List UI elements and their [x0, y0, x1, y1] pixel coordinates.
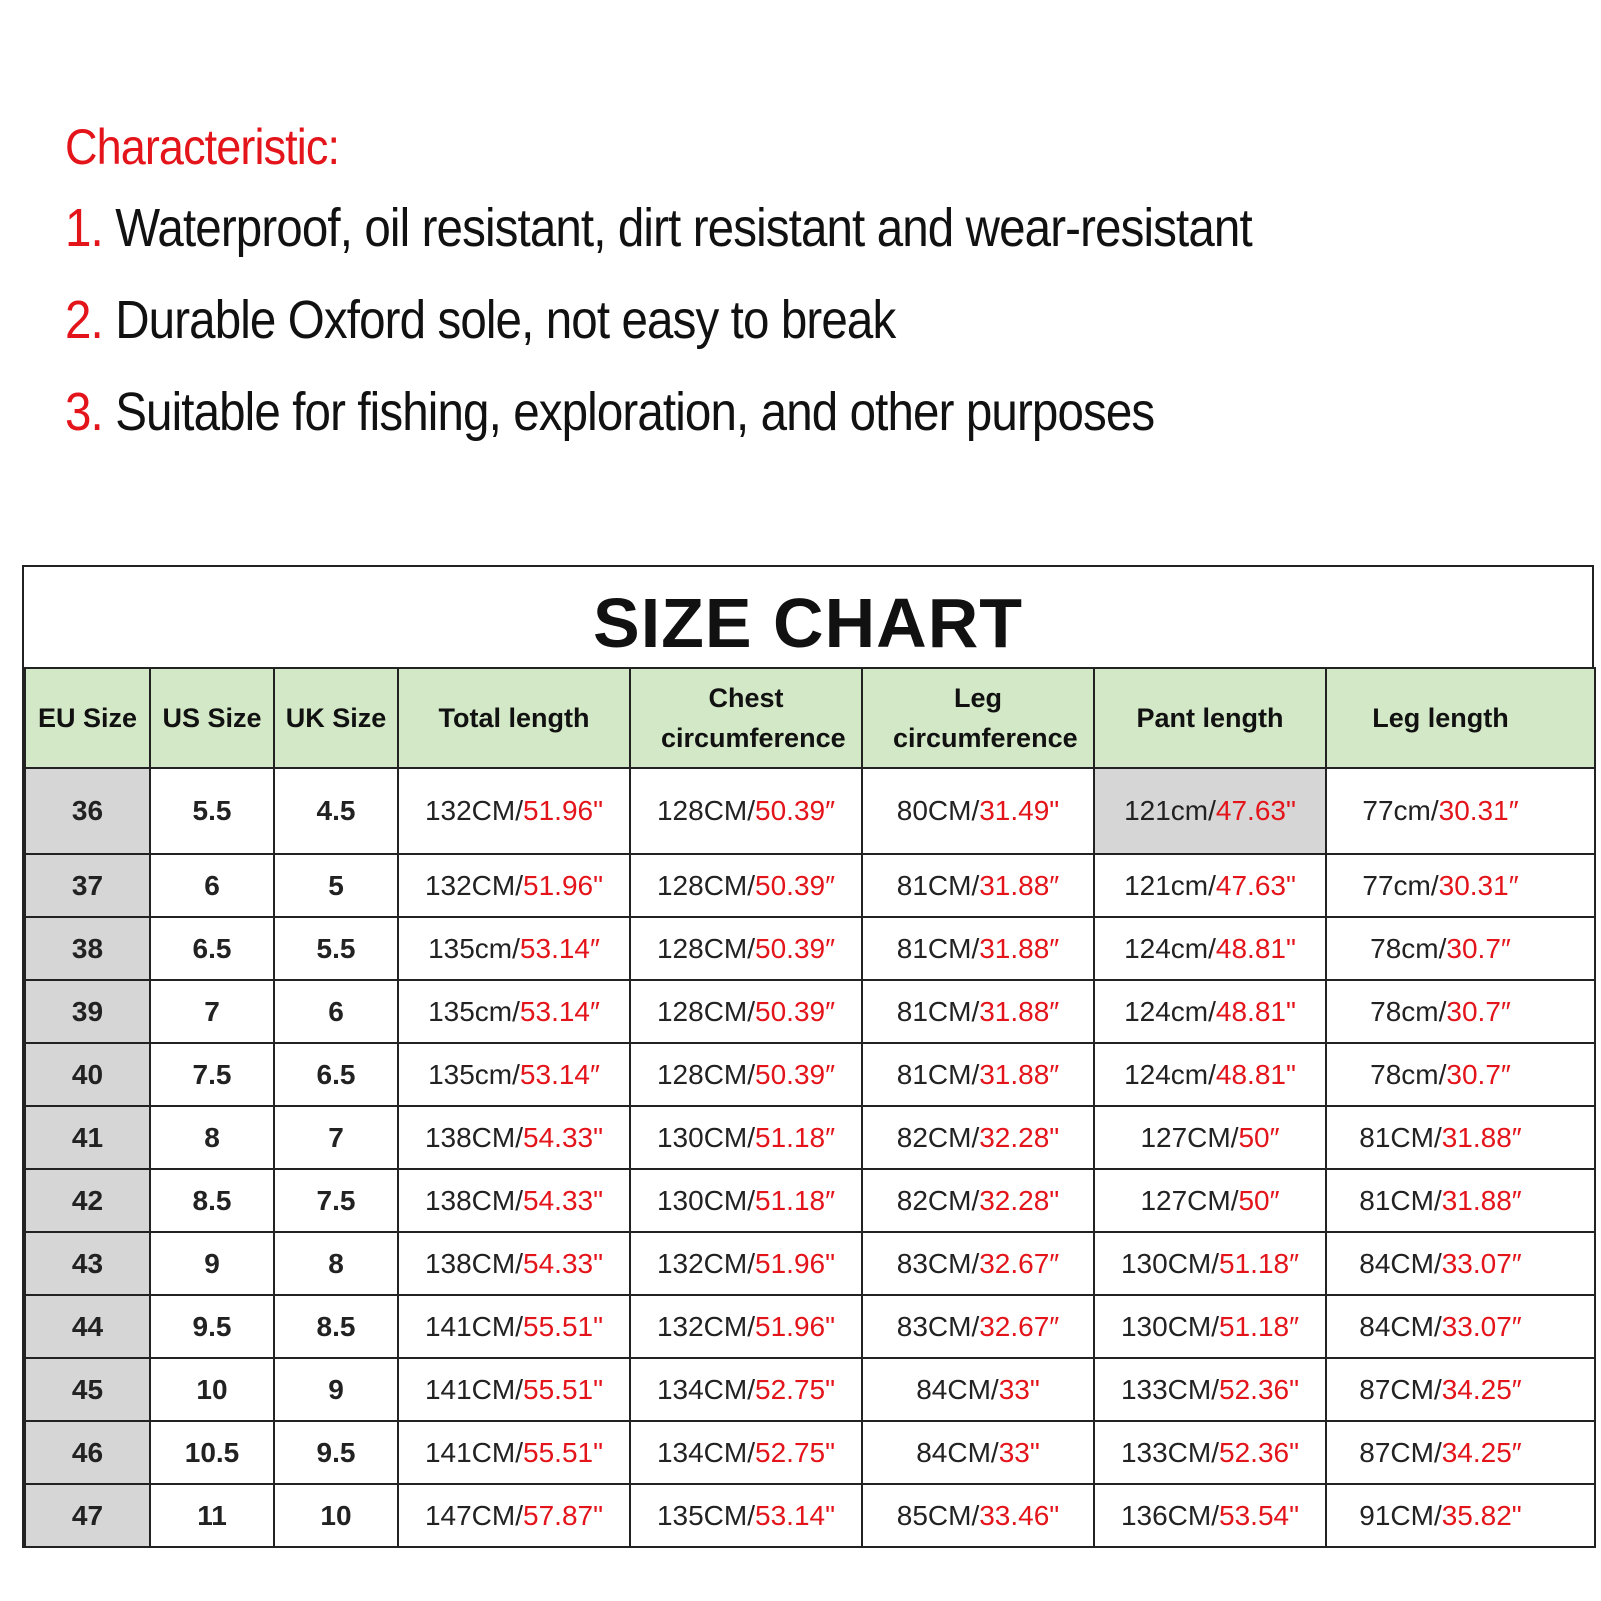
table-row — [25, 1106, 1595, 1169]
cm-value: 87CM/ — [1359, 1436, 1442, 1468]
inch-value: 31.88″ — [1441, 1121, 1522, 1153]
leg-length-cell — [1326, 1421, 1595, 1484]
leg-circumference-cell — [862, 1484, 1094, 1547]
cm-value: 127CM/ — [1140, 1121, 1239, 1153]
cm-value: 135cm/ — [428, 995, 520, 1027]
table-row — [25, 1232, 1595, 1295]
eu-size-cell: 37 — [25, 854, 150, 917]
leg-circumference-cell — [862, 1421, 1094, 1484]
us-size-cell: 9.5 — [150, 1295, 274, 1358]
cm-value: 128CM/ — [656, 1058, 756, 1090]
eu-size-cell: 46 — [25, 1421, 150, 1484]
inch-value: 51.96" — [755, 1247, 836, 1279]
table-row — [25, 1043, 1595, 1106]
chest-circumference-cell — [630, 1295, 862, 1358]
pant-length-cell — [1094, 768, 1326, 854]
table-row — [25, 1358, 1595, 1421]
leg-length-cell — [1326, 1169, 1595, 1232]
pant-length-cell — [1094, 1043, 1326, 1106]
total-length-cell — [398, 1169, 630, 1232]
header-chest-circumference: Chest circumference — [630, 668, 862, 768]
inch-value: 55.51" — [523, 1373, 604, 1405]
cm-value: 134CM/ — [656, 1373, 756, 1405]
cm-value: 81CM/ — [1359, 1121, 1442, 1153]
inch-value: 55.51" — [523, 1310, 604, 1342]
inch-value: 33" — [998, 1436, 1040, 1468]
inch-value: 34.25″ — [1441, 1373, 1522, 1405]
cm-value: 128CM/ — [656, 932, 756, 964]
cm-value: 77cm/ — [1362, 795, 1439, 826]
inch-value: 31.88″ — [979, 869, 1060, 901]
cm-value: 124cm/ — [1124, 995, 1216, 1027]
chest-circumference-cell — [630, 1232, 862, 1295]
cm-value: 135CM/ — [656, 1499, 756, 1531]
inch-value: 47.63" — [1215, 869, 1296, 901]
table-row — [25, 980, 1595, 1043]
pant-length-cell — [1094, 1169, 1326, 1232]
inch-value: 51.18″ — [755, 1121, 836, 1153]
characteristic-item-1 — [65, 182, 1367, 274]
leg-circumference-cell — [862, 917, 1094, 980]
cm-value: 121cm/ — [1124, 869, 1216, 901]
chest-circumference-cell — [630, 768, 862, 854]
us-size-cell: 10 — [150, 1358, 274, 1421]
inch-value: 33.07″ — [1441, 1310, 1522, 1342]
cm-value: 83CM/ — [896, 1247, 980, 1279]
cm-value: 81CM/ — [896, 995, 980, 1027]
item-text: Waterproof, oil resistant, dirt resistant and wear-resistant — [115, 198, 1252, 258]
total-length-cell — [398, 768, 630, 854]
inch-value: 31.49" — [979, 795, 1060, 826]
cm-value: 138CM/ — [424, 1247, 524, 1279]
item-number: 3. — [65, 382, 103, 442]
item-text: Suitable for fishing, exploration, and other purposes — [115, 382, 1155, 442]
cm-value: 135cm/ — [428, 1058, 520, 1090]
uk-size-cell: 9.5 — [274, 1421, 398, 1484]
inch-value: 30.7″ — [1446, 932, 1511, 964]
cm-value: 132CM/ — [424, 795, 524, 826]
inch-value: 30.7″ — [1446, 1058, 1511, 1090]
total-length-cell — [398, 1295, 630, 1358]
chest-circumference-cell — [630, 1421, 862, 1484]
inch-value: 53.14″ — [519, 995, 600, 1027]
header-row — [25, 668, 1595, 768]
pant-length-cell — [1094, 854, 1326, 917]
cm-value: 141CM/ — [424, 1310, 524, 1342]
pant-length-cell — [1094, 980, 1326, 1043]
inch-value: 50.39″ — [755, 795, 836, 826]
cm-value: 82CM/ — [896, 1184, 980, 1216]
cm-value: 124cm/ — [1124, 1058, 1216, 1090]
header-eu-size: EU Size — [25, 668, 150, 768]
eu-size-cell: 43 — [25, 1232, 150, 1295]
chest-circumference-cell — [630, 917, 862, 980]
characteristic-item-2 — [65, 274, 1367, 366]
cm-value: 128CM/ — [656, 995, 756, 1027]
cm-value: 82CM/ — [896, 1121, 980, 1153]
leg-circumference-cell — [862, 1232, 1094, 1295]
characteristic-item-3 — [65, 366, 1367, 458]
cm-value: 78cm/ — [1370, 932, 1447, 964]
header-uk-size: UK Size — [274, 668, 398, 768]
leg-length-cell — [1326, 980, 1595, 1043]
inch-value: 32.28" — [979, 1121, 1060, 1153]
table-row — [25, 1295, 1595, 1358]
inch-value: 54.33" — [523, 1247, 604, 1279]
cm-value: 130CM/ — [1120, 1310, 1220, 1342]
pant-length-cell — [1094, 1484, 1326, 1547]
inch-value: 51.18″ — [1219, 1247, 1300, 1279]
us-size-cell: 10.5 — [150, 1421, 274, 1484]
characteristics-title: Characteristic: — [65, 119, 340, 175]
inch-value: 32.67″ — [979, 1247, 1060, 1279]
total-length-cell — [398, 1106, 630, 1169]
inch-value: 55.51" — [523, 1436, 604, 1468]
cm-value: 130CM/ — [1120, 1247, 1220, 1279]
cm-value: 141CM/ — [424, 1373, 524, 1405]
cm-value: 124cm/ — [1124, 932, 1216, 964]
cm-value: 128CM/ — [656, 869, 756, 901]
header-pant-length: Pant length — [1094, 668, 1326, 768]
cm-value: 133CM/ — [1120, 1373, 1220, 1405]
cm-value: 133CM/ — [1120, 1436, 1220, 1468]
inch-value: 30.31″ — [1438, 795, 1519, 826]
inch-value: 51.96" — [755, 1310, 836, 1342]
inch-value: 51.18″ — [1219, 1310, 1300, 1342]
inch-value: 34.25″ — [1441, 1436, 1522, 1468]
cm-value: 78cm/ — [1370, 1058, 1447, 1090]
leg-length-cell — [1326, 1484, 1595, 1547]
us-size-cell: 7.5 — [150, 1043, 274, 1106]
cm-value: 138CM/ — [424, 1184, 524, 1216]
inch-value: 31.88″ — [979, 932, 1060, 964]
leg-circumference-cell — [862, 768, 1094, 854]
inch-value: 33.07″ — [1441, 1247, 1522, 1279]
size-table-body — [25, 768, 1595, 1547]
size-chart — [22, 565, 1594, 1548]
cm-value: 80CM/ — [896, 795, 980, 826]
us-size-cell: 7 — [150, 980, 274, 1043]
chest-circumference-cell — [630, 1169, 862, 1232]
eu-size-cell: 41 — [25, 1106, 150, 1169]
inch-value: 32.28" — [979, 1184, 1060, 1216]
table-row — [25, 1169, 1595, 1232]
total-length-cell — [398, 1043, 630, 1106]
chest-circumference-cell — [630, 1043, 862, 1106]
leg-length-cell — [1326, 1232, 1595, 1295]
cm-value: 132CM/ — [656, 1310, 756, 1342]
us-size-cell: 11 — [150, 1484, 274, 1547]
uk-size-cell: 6 — [274, 980, 398, 1043]
eu-size-cell: 47 — [25, 1484, 150, 1547]
cm-value: 78cm/ — [1370, 995, 1447, 1027]
table-row — [25, 768, 1595, 854]
leg-length-cell — [1326, 1358, 1595, 1421]
cm-value: 81CM/ — [896, 869, 980, 901]
table-row — [25, 917, 1595, 980]
total-length-cell — [398, 1232, 630, 1295]
cm-value: 84CM/ — [1359, 1247, 1442, 1279]
total-length-cell — [398, 980, 630, 1043]
header-total-length: Total length — [398, 668, 630, 768]
inch-value: 53.14" — [755, 1499, 836, 1531]
header-leg-length: Leg length — [1326, 668, 1595, 768]
eu-size-cell: 38 — [25, 917, 150, 980]
pant-length-cell — [1094, 1421, 1326, 1484]
cm-value: 77cm/ — [1362, 869, 1439, 901]
table-row — [25, 854, 1595, 917]
inch-value: 30.7″ — [1446, 995, 1511, 1027]
chest-circumference-cell — [630, 980, 862, 1043]
cm-value: 127CM/ — [1140, 1184, 1239, 1216]
leg-circumference-cell — [862, 980, 1094, 1043]
pant-length-cell — [1094, 1106, 1326, 1169]
uk-size-cell: 5 — [274, 854, 398, 917]
chest-circumference-cell — [630, 854, 862, 917]
inch-value: 51.18″ — [755, 1184, 836, 1216]
inch-value: 52.36" — [1219, 1373, 1300, 1405]
us-size-cell: 5.5 — [150, 768, 274, 854]
cm-value: 132CM/ — [424, 869, 524, 901]
uk-size-cell: 4.5 — [274, 768, 398, 854]
cm-value: 84CM/ — [1359, 1310, 1442, 1342]
us-size-cell: 6.5 — [150, 917, 274, 980]
inch-value: 54.33" — [523, 1184, 604, 1216]
us-size-cell: 6 — [150, 854, 274, 917]
leg-length-cell — [1326, 917, 1595, 980]
inch-value: 48.81" — [1215, 932, 1296, 964]
size-table — [24, 667, 1596, 1548]
uk-size-cell: 5.5 — [274, 917, 398, 980]
inch-value: 50″ — [1238, 1121, 1280, 1153]
eu-size-cell: 44 — [25, 1295, 150, 1358]
inch-value: 50.39″ — [755, 995, 836, 1027]
inch-value: 51.96" — [523, 795, 604, 826]
uk-size-cell: 10 — [274, 1484, 398, 1547]
leg-length-cell — [1326, 1295, 1595, 1358]
total-length-cell — [398, 917, 630, 980]
item-number: 1. — [65, 198, 103, 258]
total-length-cell — [398, 1484, 630, 1547]
cm-value: 121cm/ — [1124, 795, 1216, 826]
leg-length-cell — [1326, 768, 1595, 854]
cm-value: 138CM/ — [424, 1121, 524, 1153]
eu-size-cell: 42 — [25, 1169, 150, 1232]
cm-value: 81CM/ — [896, 1058, 980, 1090]
inch-value: 52.36" — [1219, 1436, 1300, 1468]
chest-circumference-cell — [630, 1106, 862, 1169]
leg-length-cell — [1326, 1106, 1595, 1169]
cm-value: 83CM/ — [896, 1310, 980, 1342]
inch-value: 48.81" — [1215, 1058, 1296, 1090]
eu-size-cell: 45 — [25, 1358, 150, 1421]
pant-length-cell — [1094, 1232, 1326, 1295]
cm-value: 85CM/ — [896, 1499, 980, 1531]
uk-size-cell: 6.5 — [274, 1043, 398, 1106]
inch-value: 48.81" — [1215, 995, 1296, 1027]
leg-circumference-cell — [862, 1295, 1094, 1358]
cm-value: 84CM/ — [916, 1373, 999, 1405]
leg-length-cell — [1326, 1043, 1595, 1106]
us-size-cell: 8 — [150, 1106, 274, 1169]
cm-value: 91CM/ — [1359, 1499, 1442, 1531]
inch-value: 33" — [998, 1373, 1040, 1405]
chest-circumference-cell — [630, 1358, 862, 1421]
leg-circumference-cell — [862, 1358, 1094, 1421]
pant-length-cell — [1094, 1295, 1326, 1358]
inch-value: 50.39″ — [755, 1058, 836, 1090]
inch-value: 31.88″ — [979, 995, 1060, 1027]
cm-value: 81CM/ — [1359, 1184, 1442, 1216]
uk-size-cell: 8 — [274, 1232, 398, 1295]
total-length-cell — [398, 854, 630, 917]
us-size-cell: 9 — [150, 1232, 274, 1295]
total-length-cell — [398, 1421, 630, 1484]
cm-value: 136CM/ — [1120, 1499, 1220, 1531]
table-row — [25, 1484, 1595, 1547]
uk-size-cell: 7 — [274, 1106, 398, 1169]
inch-value: 53.54" — [1219, 1499, 1300, 1531]
size-chart-title: SIZE CHART — [24, 567, 1594, 667]
total-length-cell — [398, 1358, 630, 1421]
cm-value: 81CM/ — [896, 932, 980, 964]
pant-length-cell — [1094, 1358, 1326, 1421]
cm-value: 132CM/ — [656, 1247, 756, 1279]
inch-value: 52.75" — [755, 1373, 836, 1405]
leg-circumference-cell — [862, 1106, 1094, 1169]
inch-value: 30.31″ — [1438, 869, 1519, 901]
inch-value: 50″ — [1238, 1184, 1280, 1216]
cm-value: 130CM/ — [656, 1184, 756, 1216]
cm-value: 141CM/ — [424, 1436, 524, 1468]
cm-value: 130CM/ — [656, 1121, 756, 1153]
header-us-size: US Size — [150, 668, 274, 768]
leg-length-cell — [1326, 854, 1595, 917]
cm-value: 134CM/ — [656, 1436, 756, 1468]
us-size-cell: 8.5 — [150, 1169, 274, 1232]
header-leg-circumference: Leg circumference — [862, 668, 1094, 768]
leg-circumference-cell — [862, 1043, 1094, 1106]
cm-value: 84CM/ — [916, 1436, 999, 1468]
inch-value: 50.39″ — [755, 869, 836, 901]
chest-circumference-cell — [630, 1484, 862, 1547]
inch-value: 57.87" — [523, 1499, 604, 1531]
cm-value: 128CM/ — [656, 795, 756, 826]
uk-size-cell: 9 — [274, 1358, 398, 1421]
item-text: Durable Oxford sole, not easy to break — [115, 290, 896, 350]
characteristics-section — [65, 112, 1545, 458]
inch-value: 47.63" — [1215, 795, 1296, 826]
inch-value: 35.82" — [1441, 1499, 1522, 1531]
cm-value: 147CM/ — [424, 1499, 524, 1531]
uk-size-cell: 7.5 — [274, 1169, 398, 1232]
table-row — [25, 1421, 1595, 1484]
inch-value: 53.14″ — [519, 932, 600, 964]
inch-value: 53.14″ — [519, 1058, 600, 1090]
inch-value: 31.88″ — [979, 1058, 1060, 1090]
eu-size-cell: 39 — [25, 980, 150, 1043]
cm-value: 135cm/ — [428, 932, 520, 964]
cm-value: 87CM/ — [1359, 1373, 1442, 1405]
inch-value: 54.33" — [523, 1121, 604, 1153]
eu-size-cell: 40 — [25, 1043, 150, 1106]
uk-size-cell: 8.5 — [274, 1295, 398, 1358]
inch-value: 52.75" — [755, 1436, 836, 1468]
inch-value: 31.88″ — [1441, 1184, 1522, 1216]
inch-value: 50.39″ — [755, 932, 836, 964]
leg-circumference-cell — [862, 1169, 1094, 1232]
leg-circumference-cell — [862, 854, 1094, 917]
inch-value: 33.46" — [979, 1499, 1060, 1531]
pant-length-cell — [1094, 917, 1326, 980]
item-number: 2. — [65, 290, 103, 350]
inch-value: 51.96" — [523, 869, 604, 901]
inch-value: 32.67″ — [979, 1310, 1060, 1342]
eu-size-cell: 36 — [25, 768, 150, 854]
